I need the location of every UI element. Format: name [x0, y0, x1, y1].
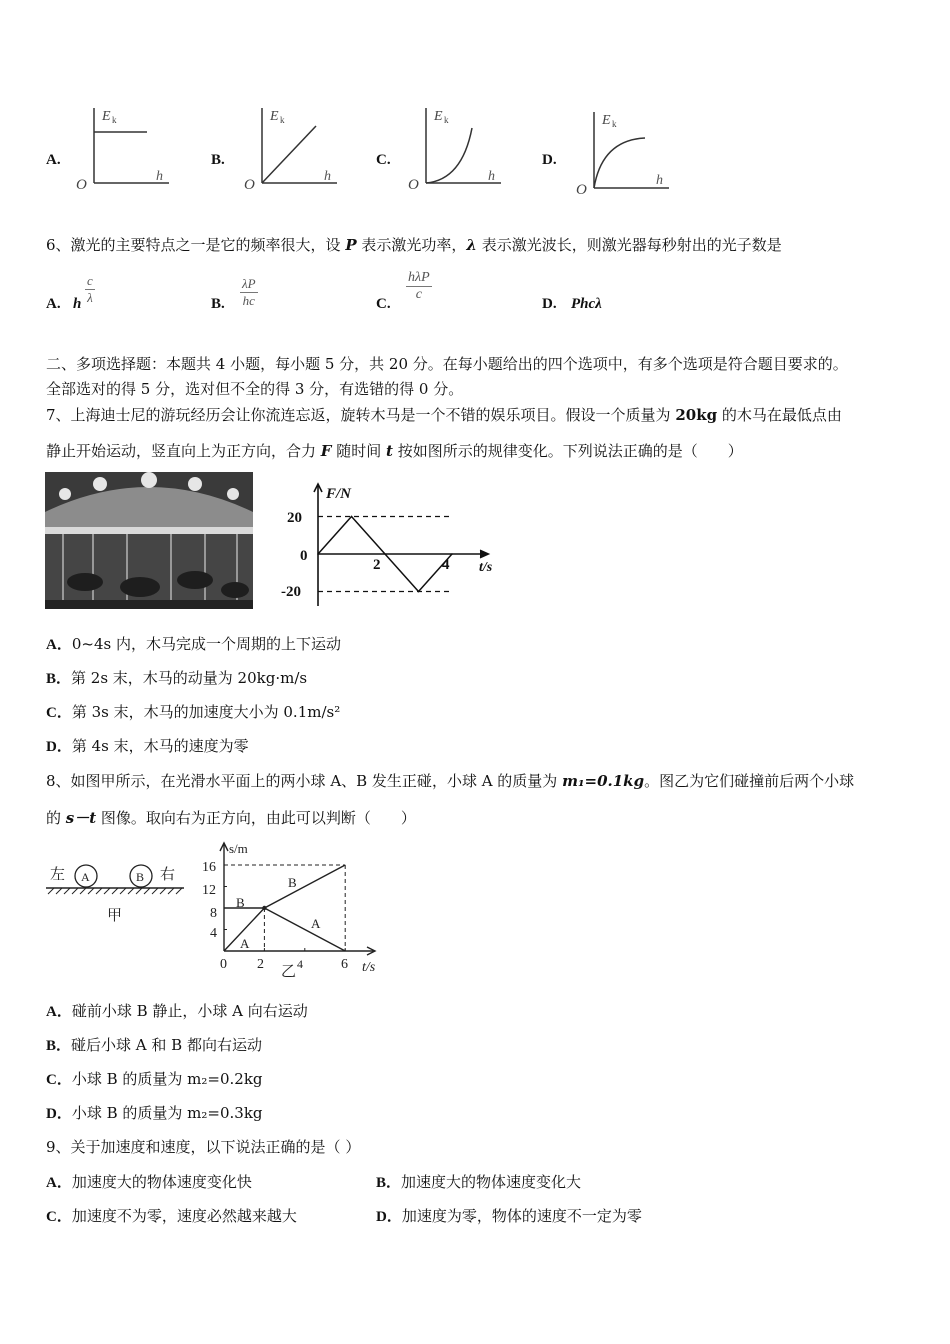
q9-option-a: [46, 1172, 252, 1193]
q5-d-ylabel: E: [602, 113, 611, 128]
q8-st-ytick-8: 8: [210, 906, 217, 921]
q6-option-a-den: λ: [87, 290, 93, 305]
q8-st-chart: [196, 838, 396, 980]
q6-option-c-letter: C.: [376, 296, 391, 312]
q7-option-b: [46, 668, 307, 689]
q8-st-xtick-0: 0: [220, 957, 227, 972]
q5-b-ylabel: E: [270, 109, 279, 124]
q7-ft-xlabel: t/s: [479, 560, 493, 575]
q9-stem: 9、关于加速度和速度，以下说法正确的是（ ）: [46, 1138, 361, 1156]
q5-d-xlabel: h: [656, 173, 663, 188]
q7-ft-ytick-neg20: -20: [281, 584, 301, 600]
q8-option-a-text: 碰前小球 B 静止，小球 A 向右运动: [71, 1002, 308, 1020]
q9-option-b-text: 加速度大的物体速度变化大: [401, 1173, 582, 1191]
q5-option-c-letter: C.: [376, 152, 391, 168]
q5-d-ysub: k: [612, 119, 617, 129]
q7-ft-point: [384, 553, 386, 555]
q7-option-b-letter: B．: [46, 671, 72, 687]
q7-ft-point: [351, 516, 353, 518]
q8-st-xtick-6: 6: [341, 957, 348, 972]
q7-ft-point: [317, 553, 319, 555]
q7-ft-ytick-20: 20: [287, 510, 302, 526]
q8-option-b: [46, 1035, 262, 1056]
q5-a-ylabel: E: [102, 109, 111, 124]
q7-option-a-letter: A．: [46, 637, 72, 653]
q5-graph-c: [404, 100, 514, 192]
q8-option-d-text: 小球 B 的质量为 m₂=0.3kg: [71, 1104, 263, 1122]
q8-st-ytick-4: 4: [210, 926, 217, 941]
q8-option-b-text: 碰后小球 A 和 B 都向右运动: [71, 1036, 262, 1054]
q8-m1: m₁=0.1kg: [562, 772, 645, 790]
q8-st-xtick-4: 4: [297, 957, 303, 971]
q7-option-c-text: 第 3s 末，木马的加速度大小为 0.1m/s²: [71, 703, 341, 721]
q7-var-f: F: [320, 442, 332, 460]
q6-option-a-num: c: [87, 273, 93, 288]
q8-stem-line1: [46, 771, 854, 791]
q8-stem-line2: [46, 808, 416, 828]
q7-ft-xtick-2: 2: [373, 557, 381, 573]
q5-graph-b: [240, 100, 350, 192]
q6-option-b-num: λP: [242, 276, 256, 291]
q5-b-xlabel: h: [324, 169, 331, 184]
q7-stem-line1: [46, 405, 842, 425]
q8-st-collision-point: [262, 906, 266, 910]
q8-fig-jia: [44, 855, 194, 930]
q8-st-label-a-after: A: [311, 916, 321, 931]
q8-jia-hatching: [48, 888, 182, 894]
q7-ft-axes: [314, 484, 489, 606]
q7-var-t: t: [385, 442, 393, 460]
q5-b-origin: O: [244, 177, 255, 192]
q7-option-d-letter: D．: [46, 739, 72, 755]
q8-st-ytick-12: 12: [202, 883, 216, 898]
q6-option-a-letter: A.: [46, 296, 61, 312]
q6-var-lambda: λ: [466, 236, 477, 254]
q5-c-ysub: k: [444, 115, 449, 125]
q7-ft-point: [418, 591, 420, 593]
q6-option-b-fraction: [240, 276, 258, 309]
q8-st-label-b-before: B: [236, 895, 245, 910]
q7-ft-ylabel: F/N: [326, 486, 352, 502]
q8-line1-part1: 8、如图甲所示，在光滑水平面上的两小球 A、B 发生正碰，小球 A 的质量为: [46, 772, 563, 790]
q8-line2-part1: 的: [46, 809, 66, 827]
carousel-illustration: [45, 472, 253, 609]
q8-st-ytick-16: 16: [202, 860, 216, 875]
q6-stem: [46, 235, 782, 255]
q5-c-origin: O: [408, 177, 419, 192]
q5-a-xlabel: h: [156, 169, 163, 184]
q5-c-xlabel: h: [488, 169, 495, 184]
q7-option-a: [46, 634, 341, 655]
q7-option-d-text: 第 4s 末，木马的速度为零: [71, 737, 249, 755]
q6-option-c-den: c: [415, 287, 422, 302]
q9-option-b: [376, 1172, 581, 1193]
q5-d-curve: [594, 138, 645, 188]
q5-a-ysub: k: [112, 115, 117, 125]
q5-c-curve: [426, 128, 472, 183]
q7-ft-xtick-4: 4: [442, 557, 450, 573]
q6-option-c-fraction: [406, 270, 432, 303]
q8-st-xtick-2: 2: [257, 957, 264, 972]
q9-option-d-letter: D．: [376, 1209, 402, 1225]
q7-option-c: [46, 702, 340, 723]
q9-option-a-letter: A．: [46, 1175, 72, 1191]
q5-graph-a: [72, 100, 182, 192]
q8-line1-part2: 。图乙为它们碰撞前后两个小球: [644, 772, 855, 790]
q8-line2-part2: 图像。取向右为正方向，由此可以判断（ ）: [96, 809, 416, 827]
q6-stem-part2: 表示激光功率，: [356, 236, 467, 254]
q7-option-c-letter: C．: [46, 705, 72, 721]
q6-option-a-prefix: h: [73, 296, 82, 312]
q5-b-ysub: k: [280, 115, 285, 125]
section2-line2: 全部选对的得 5 分，选对但不全的得 3 分，有选错的得 0 分。: [46, 380, 464, 398]
q8-option-d-letter: D．: [46, 1106, 72, 1122]
q8-option-b-letter: B．: [46, 1038, 72, 1054]
q5-option-a-letter: A.: [46, 152, 61, 168]
q8-jia-ball-a-label: A: [81, 870, 90, 884]
q7-ft-point: [451, 553, 453, 555]
q6-option-d-text: Phcλ: [571, 296, 602, 312]
q8-jia-ball-b-label: B: [136, 870, 145, 884]
q8-jia-left: 左: [50, 867, 66, 883]
q9-option-c-letter: C．: [46, 1209, 72, 1225]
q9-option-d-text: 加速度为零，物体的速度不一定为零: [401, 1207, 642, 1225]
q9-option-a-text: 加速度大的物体速度变化快: [71, 1173, 252, 1191]
q8-option-d: [46, 1103, 263, 1124]
q9-option-c-text: 加速度不为零，速度必然越来越大: [71, 1207, 297, 1225]
q7-line2-part3: 按如图所示的规律变化。下列说法正确的是（ ）: [392, 442, 743, 460]
q8-option-c: [46, 1069, 263, 1090]
q9-option-c: [46, 1206, 297, 1227]
q7-ft-chart: [280, 478, 510, 613]
q5-option-b-letter: B.: [211, 152, 225, 168]
q7-line2-part1: 静止开始运动，竖直向上为正方向，合力: [46, 442, 321, 460]
q7-ft-ytick-0: 0: [300, 548, 308, 564]
section2-line1: 二、多项选择题：本题共 4 小题，每小题 5 分，共 20 分。在每小题给出的四个选项中，有多个选项是符合题目要求的。: [46, 355, 848, 373]
q8-st: s－t: [65, 809, 97, 827]
q6-option-a-fraction: [85, 273, 95, 306]
q5-d-origin: O: [576, 182, 587, 198]
q5-c-ylabel: E: [434, 109, 443, 124]
q5-graph-d: [572, 104, 682, 198]
q8-st-label-a-before: A: [240, 936, 250, 951]
q7-stem-line2: [46, 441, 743, 461]
q8-jia-right: 右: [160, 867, 176, 883]
q8-option-c-letter: C．: [46, 1072, 72, 1088]
q5-b-curve: [262, 126, 316, 183]
q6-option-d-letter: D.: [542, 296, 557, 312]
q7-mass: 20kg: [675, 406, 718, 424]
q8-option-a-letter: A．: [46, 1004, 72, 1020]
q6-var-p: P: [345, 236, 357, 254]
q7-line1-part1: 7、上海迪士尼的游玩经历会让你流连忘返，旋转木马是一个不错的娱乐项目。假设一个质量为: [46, 406, 676, 424]
q7-option-a-text: 0~4s 内，木马完成一个周期的上下运动: [71, 635, 341, 653]
q7-line2-part2: 随时间: [331, 442, 386, 460]
carousel-photo: [45, 472, 253, 609]
q6-option-b-letter: B.: [211, 296, 225, 312]
q8-jia-caption: 甲: [107, 908, 123, 924]
q8-st-label-b-after: B: [288, 875, 297, 890]
q8-option-c-text: 小球 B 的质量为 m₂=0.2kg: [71, 1070, 263, 1088]
q6-option-c-num: hλP: [408, 270, 430, 285]
q7-option-d: [46, 736, 249, 757]
q9-option-b-letter: B．: [376, 1175, 402, 1191]
q8-st-caption: 乙: [281, 964, 297, 980]
q7-option-b-text: 第 2s 末，木马的动量为 20kg·m/s: [71, 669, 308, 687]
q7-line1-part2: 的木马在最低点由: [717, 406, 842, 424]
q6-option-b-den: hc: [242, 293, 255, 308]
q9-option-d: [376, 1206, 642, 1227]
q7-ft-x-arrow: [480, 550, 489, 558]
q6-stem-part1: 6、激光的主要特点之一是它的频率很大，设: [46, 236, 346, 254]
q8-st-ylabel: s/m: [229, 841, 248, 856]
q5-a-origin: O: [76, 177, 87, 192]
q8-st-xlabel: t/s: [362, 960, 376, 975]
q5-option-d-letter: D.: [542, 152, 557, 168]
q6-stem-part3: 表示激光波长，则激光器每秒射出的光子数是: [476, 236, 782, 254]
q8-option-a: [46, 1001, 308, 1022]
